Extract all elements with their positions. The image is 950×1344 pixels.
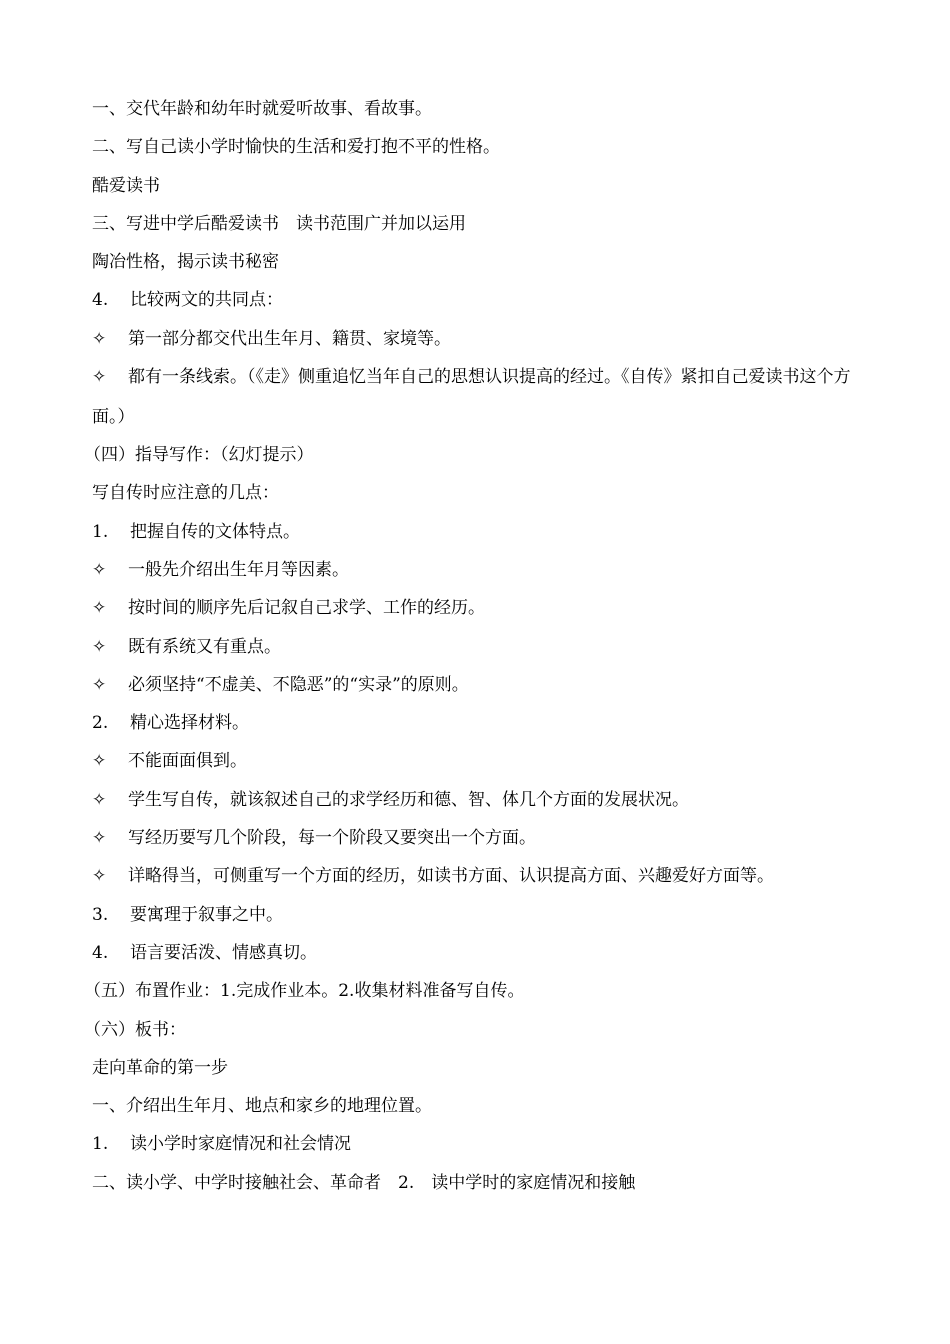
text-line: 写自传时应注意的几点： xyxy=(92,483,279,504)
numbered-item: 4. 比较两文的共同点： xyxy=(92,290,283,311)
item-number: 1. xyxy=(92,1134,109,1155)
diamond-bullet-icon: ✧ xyxy=(92,636,107,657)
text-line: 陶冶性格，揭示读书秘密 xyxy=(92,252,279,273)
numbered-item: 1. 读小学时家庭情况和社会情况 xyxy=(92,1134,351,1155)
bullet-item: ✧ 第一部分都交代出生年月、籍贯、家境等。 xyxy=(92,328,451,349)
bullet-item: ✧ 不能面面俱到。 xyxy=(92,751,247,772)
item-number: 2. xyxy=(92,713,109,734)
bullet-item: ✧ 既有系统又有重点。 xyxy=(92,636,281,657)
item-number: 4. xyxy=(92,290,109,311)
bullet-item: ✧ 必须坚持“不虚美、不隐恶”的“实录”的原则。 xyxy=(92,674,469,695)
numbered-item: 3. 要寓理于叙事之中。 xyxy=(92,904,283,925)
diamond-bullet-icon: ✧ xyxy=(92,367,107,388)
text-line: 酷爱读书 xyxy=(92,175,160,196)
text-line: 三、写进中学后酷爱读书 读书范围广并加以运用 xyxy=(92,213,466,234)
bullet-item: ✧ 写经历要写几个阶段，每一个阶段又要突出一个方面。 xyxy=(92,828,536,849)
bullet-item: ✧ 按时间的顺序先后记叙自己求学、工作的经历。 xyxy=(92,598,485,619)
diamond-bullet-icon: ✧ xyxy=(92,866,107,887)
diamond-bullet-icon: ✧ xyxy=(92,789,107,810)
bullet-item: ✧ 详略得当，可侧重写一个方面的经历，如读书方面、认识提高方面、兴趣爱好方面等。 xyxy=(92,866,774,887)
diamond-bullet-icon: ✧ xyxy=(92,598,107,619)
item-number: 4. xyxy=(92,942,109,963)
document-page xyxy=(84,99,882,1211)
section-heading: （六）板书： xyxy=(84,1019,186,1040)
diamond-bullet-icon: ✧ xyxy=(92,828,107,849)
numbered-item: 1. 把握自传的文体特点。 xyxy=(92,521,300,542)
item-number: 1. xyxy=(92,521,109,542)
diamond-bullet-icon: ✧ xyxy=(92,328,107,349)
text-line: 一、介绍出生年月、地点和家乡的地理位置。 xyxy=(92,1096,432,1117)
diamond-bullet-icon: ✧ xyxy=(92,559,107,580)
numbered-item: 2. 精心选择材料。 xyxy=(92,713,249,734)
text-line: 二、写自己读小学时愉快的生活和爱打抱不平的性格。 xyxy=(92,137,500,158)
bullet-item: ✧ 一般先介绍出生年月等因素。 xyxy=(92,559,349,580)
item-number: 3. xyxy=(92,904,109,925)
bullet-item: ✧ 学生写自传，就该叙述自己的求学经历和德、智、体几个方面的发展状况。 xyxy=(92,789,689,810)
section-heading: （五）布置作业：1.完成作业本。2.收集材料准备写自传。 xyxy=(84,981,525,1002)
diamond-bullet-icon: ✧ xyxy=(92,751,107,772)
numbered-item: 4. 语言要活泼、情感真切。 xyxy=(92,942,317,963)
diamond-bullet-icon: ✧ xyxy=(92,674,107,695)
section-heading: （四）指导写作：（幻灯提示） xyxy=(84,445,314,466)
text-line: 二、读小学、中学时接触社会、革命者 2. 读中学时的家庭情况和接触 xyxy=(92,1172,636,1193)
bullet-item: ✧ 都有一条线索。（《走》侧重追忆当年自己的思想认识提高的经过。《自传》紧扣自己爱读书这个方面。） xyxy=(92,357,882,437)
board-title: 走向革命的第一步 xyxy=(92,1057,228,1078)
text-line: 一、交代年龄和幼年时就爱听故事、看故事。 xyxy=(92,99,432,119)
